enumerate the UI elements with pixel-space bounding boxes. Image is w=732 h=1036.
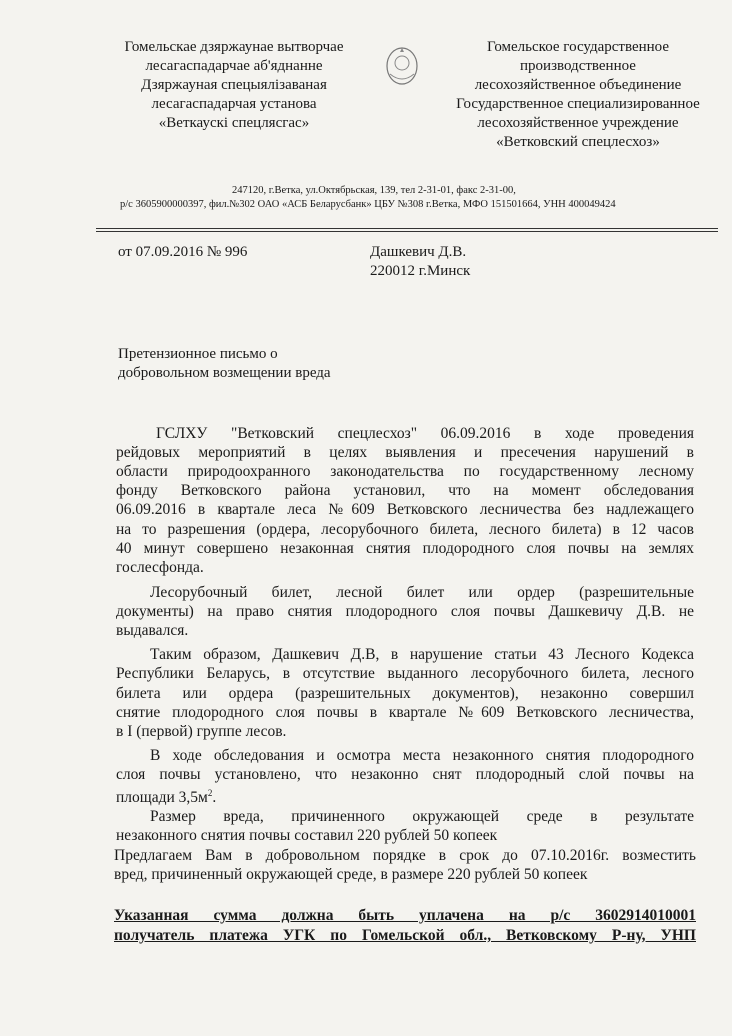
header-right-line: Гомельское государственное: [486, 39, 670, 55]
body-line: вред, причиненный окружающей среде, в размере 220 рублей 50 копеек: [114, 866, 588, 883]
state-emblem-icon: [384, 44, 420, 88]
bank-requisites: р/с 3605900000397, фил.№302 ОАО «АСБ Беларусбанк» ЦБУ №308 г.Ветка, МФО 151501664, УНН 400049424: [120, 199, 616, 210]
body-line: ГСЛХУ "Ветковский спецлесхоз" 06.09.2016 в ходе проведения: [156, 425, 694, 442]
area-line: [116, 784, 216, 807]
address-line: 247120, г.Ветка, ул.Октябрьская, 139, тел 2-31-01, факс 2-31-00,: [232, 185, 516, 196]
header-left-line: «Веткаускі спецлясгас»: [158, 115, 310, 131]
header-right-line: производственное: [520, 58, 636, 74]
body-line: на то разрешения (ордера, лесорубочного билета, лесного билета) в 12 часов: [116, 521, 694, 538]
header-left-line: лесагаспадарчае аб'яднанне: [145, 58, 323, 74]
header-right-line: лесохозяйственное объединение: [474, 77, 682, 93]
body-line: Лесорубочный билет, лесной билет или ордер (разрешительные: [150, 584, 694, 601]
body-line: документы) на право снятия плодородного слоя почвы Дашкевичу Д.В. не: [116, 603, 694, 620]
header-right-line: Государственное специализированное: [456, 96, 700, 112]
body-line: области природоохранного законодательства по государственному лесному: [116, 463, 694, 480]
body-line: Размер вреда, причиненного окружающей среде в результате: [150, 808, 694, 825]
body-line: снятие плодородного слоя почвы в квартале №609 Ветковского лесничества,: [116, 704, 694, 721]
body-line: выдавался.: [116, 622, 189, 639]
body-line: 06.09.2016 в квартале леса №609 Ветковского лесничества без надлежащего: [116, 501, 694, 518]
body-line: Таким образом, Дашкевич Д.В, в нарушение статьи 43 Лесного Кодекса: [150, 646, 694, 663]
header-belarusian: [86, 38, 382, 133]
body-line: фонду Ветковского района установил, что на момент обследования: [116, 482, 694, 499]
body-line: В ходе обследования и осмотра места незаконного снятия плодородного: [150, 747, 694, 764]
header-right-line: лесохозяйственное учреждение: [477, 115, 679, 131]
payment-line: получатель платежа УГК по Гомельской обл., Ветковскому Р-ну, УНП: [114, 927, 696, 944]
header-left-line: Гомельскае дзяржаунае вытворчае: [124, 39, 344, 55]
outgoing-number: от 07.09.2016 № 996: [118, 244, 248, 260]
body-line: слоя почвы установлено, что незаконно снят плодородный слой почвы на: [116, 766, 694, 783]
area-text: площади 3,5м: [116, 789, 208, 807]
area-period: .: [212, 789, 217, 807]
addressee-address: 220012 г.Минск: [370, 263, 471, 279]
body-line: Предлагаем Вам в добровольном порядке в срок до 07.10.2016г. возместить: [114, 847, 696, 864]
subject-line: Претензионное письмо о: [118, 346, 278, 362]
body-line: незаконного снятия почвы составил 220 рублей 50 копеек: [116, 827, 498, 844]
body-line: билета или ордера (разрешительных документов), незаконно совершил: [116, 685, 694, 702]
header-left-line: Дзяржауная спецыялізаваная: [141, 77, 327, 93]
addressee-name: Дашкевич Д.В.: [370, 244, 467, 260]
area-superscript: 2: [207, 788, 213, 798]
body-line: 40 минут совершено незаконная снятия плодородного слоя почвы на землях: [116, 540, 694, 557]
header-left-line: лесагаспадарчая установа: [151, 96, 317, 112]
subject-line: добровольном возмещении вреда: [118, 365, 331, 381]
body-line: гослесфонда.: [116, 559, 204, 576]
header-russian: [428, 38, 728, 152]
body-line: рейдовых мероприятий в целях выявления и пресечения нарушений в: [116, 444, 694, 461]
header-divider: [96, 228, 718, 232]
header-right-line: «Ветковский спецлесхоз»: [496, 134, 660, 150]
body-line: в I (первой) группе лесов.: [116, 723, 287, 740]
payment-line: Указанная сумма должна быть уплачена на р/с 3602914010001: [114, 907, 696, 924]
body-line: Республики Беларусь, в отсутствие выданного лесорубочного билета, лесного: [116, 665, 694, 682]
